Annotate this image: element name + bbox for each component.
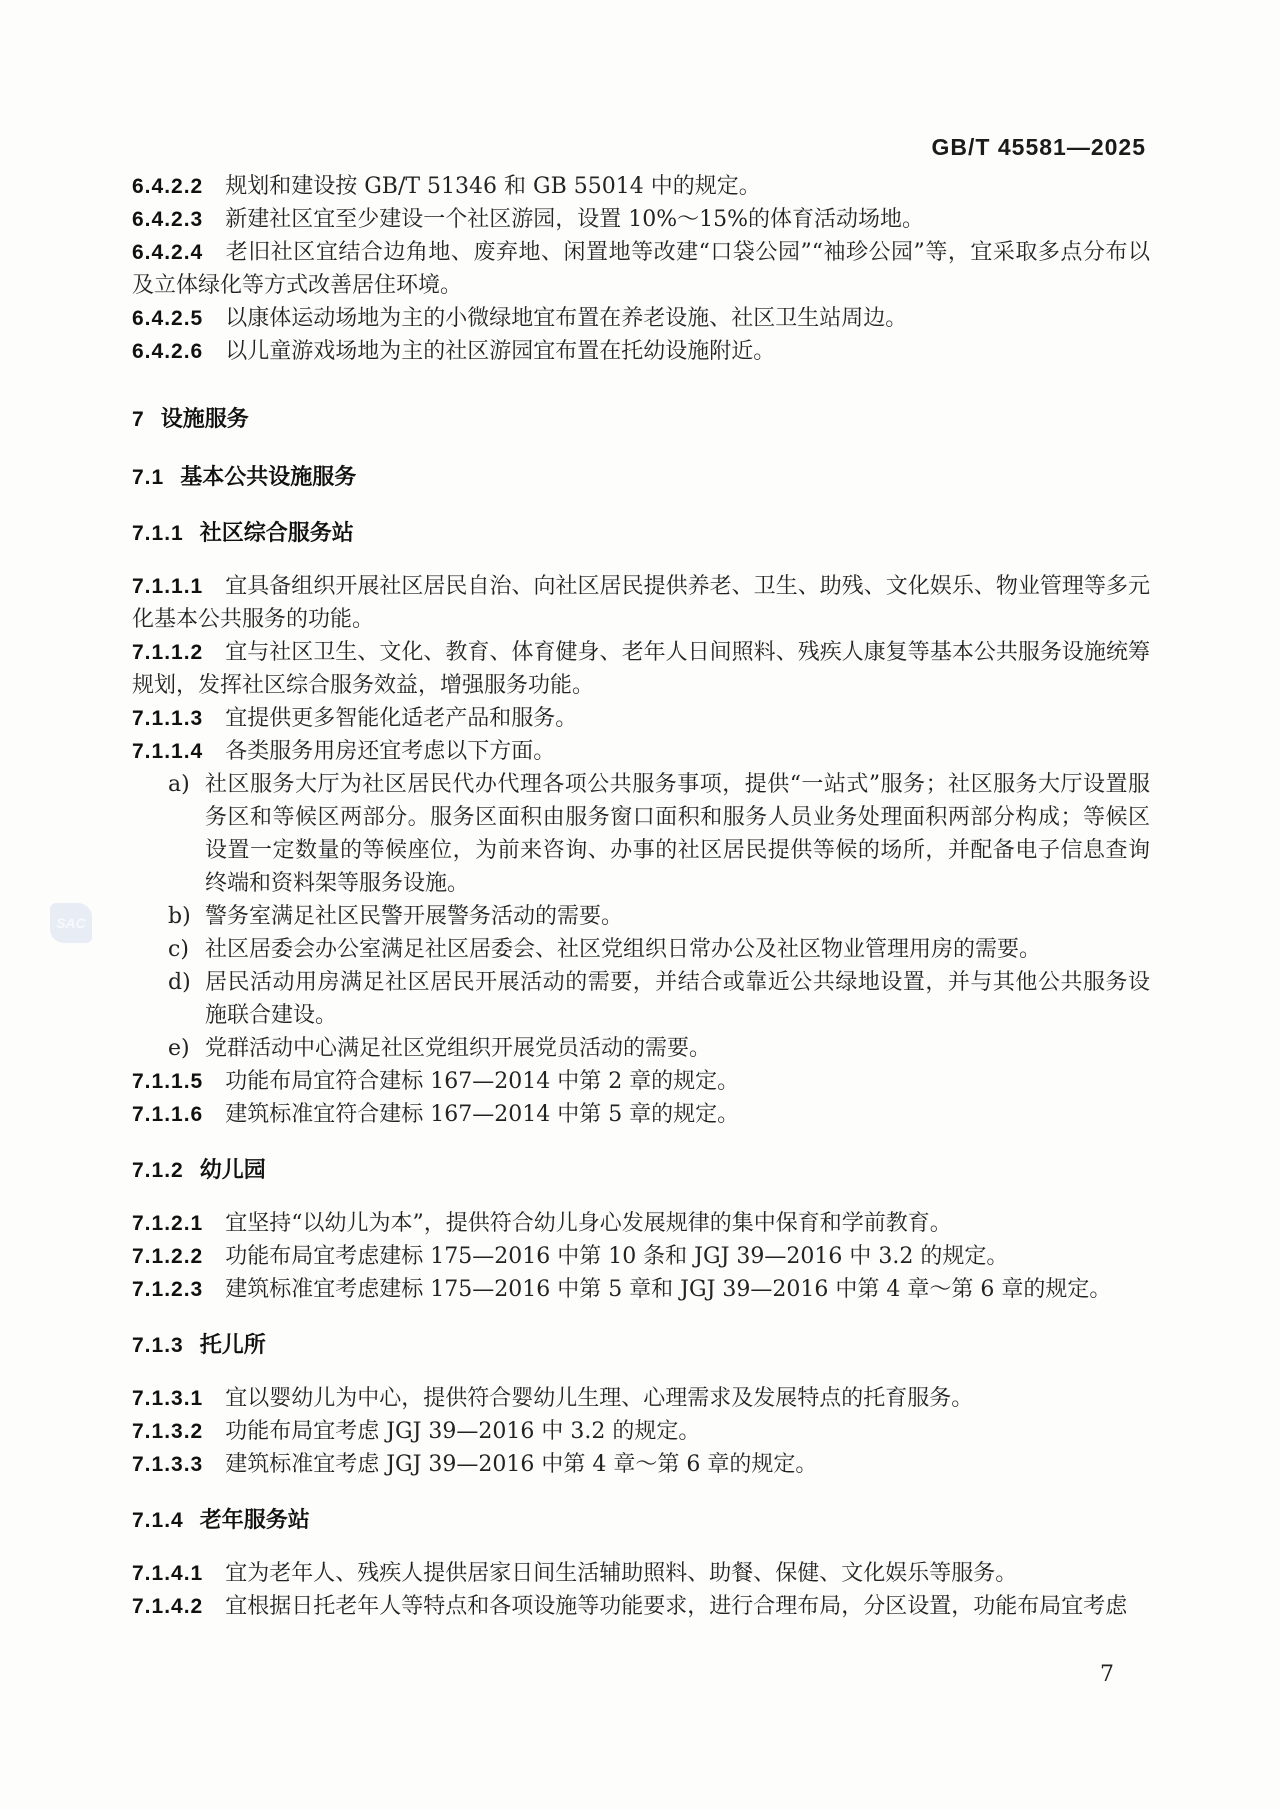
clause-number: 6.4.2.2 [132,175,204,198]
clause-6.4.2.5 [132,302,1150,335]
section-heading-text: 老年服务站 [199,1507,310,1532]
clause-text: 功能布局宜符合建标 167—2014 中第 2 章的规定。 [225,1069,740,1094]
clause-7.1.1.6 [132,1098,1150,1131]
clause-7.1.2.2 [132,1240,1150,1273]
clause-text: 功能布局宜考虑 JGJ 39—2016 中 3.2 的规定。 [225,1419,701,1444]
clause-7.1.3.1 [132,1382,1150,1415]
clause-text: 各类服务用房还宜考虑以下方面。 [225,739,556,764]
list-item-label: a) [168,772,190,797]
clause-text: 宜提供更多智能化适老产品和服务。 [225,706,578,731]
clause-7.1.1.4 [132,735,1150,768]
section-heading-text: 社区综合服务站 [199,520,354,545]
section-heading-7.1 [132,460,1150,494]
clause-7.1.3.3 [132,1448,1150,1481]
section-heading-text: 幼儿园 [199,1157,266,1182]
sac-watermark-logo [50,903,92,943]
clause-number: 6.4.2.5 [132,307,204,330]
clause-number: 6.4.2.4 [132,241,204,264]
clause-number: 6.4.2.6 [132,340,204,363]
list-item-d [132,966,1150,1032]
section-heading-text: 设施服务 [160,406,249,431]
section-heading-text: 基本公共设施服务 [180,464,357,489]
clause-number: 7.1.1.6 [132,1103,204,1126]
sac-watermark-label: SAC [56,915,86,931]
list-item-b [132,900,1150,933]
clause-text: 建筑标准宜符合建标 167—2014 中第 5 章的规定。 [225,1102,740,1127]
section-heading-text: 托儿所 [199,1332,266,1357]
section-heading-7.1.1 [132,516,1150,550]
clause-6.4.2.4 [132,236,1150,302]
clause-text: 宜为老年人、残疾人提供居家日间生活辅助照料、助餐、保健、文化娱乐等服务。 [225,1561,1018,1586]
clause-number: 7.1.2 [132,1159,184,1182]
clause-number: 7 [132,408,145,431]
clause-number: 7.1.3.1 [132,1387,204,1410]
section-heading-7.1.4 [132,1503,1150,1537]
clause-text: 居民活动用房满足社区居民开展活动的需要，并结合或靠近公共绿地设置，并与其他公共服务设施联合建设。 [205,970,1150,1028]
clause-number: 7.1.2.1 [132,1212,204,1235]
clause-text: 社区服务大厅为社区居民代办代理各项公共服务事项，提供“一站式”服务；社区服务大厅设置服务区和等候区两部分。服务区面积由服务窗口面积和服务人员业务处理面积两部分构成；等候区设置一定数量的等候座位，为前来咨询、办事的社区居民提供等候的场所，并配备电子信息查询终端和资料架等服务设施。 [205,772,1150,896]
section-heading-7 [132,402,1150,436]
clause-text: 宜与社区卫生、文化、教育、体育健身、老年人日间照料、残疾人康复等基本公共服务设施统筹规划，发挥社区综合服务效益，增强服务功能。 [132,640,1150,698]
clause-7.1.4.2 [132,1590,1150,1623]
clause-text: 社区居委会办公室满足社区居委会、社区党组织日常办公及社区物业管理用房的需要。 [205,937,1042,962]
clause-text: 党群活动中心满足社区党组织开展党员活动的需要。 [205,1036,712,1061]
clause-number: 7.1.1.3 [132,707,204,730]
clause-text: 建筑标准宜考虑建标 175—2016 中第 5 章和 JGJ 39—2016 中第 4 章～第 6 章的规定。 [225,1277,1112,1302]
clause-text: 宜坚持“以幼儿为本”，提供符合幼儿身心发展规律的集中保育和学前教育。 [225,1211,952,1236]
clause-text: 以儿童游戏场地为主的社区游园宜布置在托幼设施附近。 [225,339,776,364]
clause-text: 建筑标准宜考虑 JGJ 39—2016 中第 4 章～第 6 章的规定。 [225,1452,818,1477]
clause-number: 7.1.2.3 [132,1278,204,1301]
clause-text: 宜根据日托老年人等特点和各项设施等功能要求，进行合理布局，分区设置，功能布局宜考虑 [225,1594,1128,1619]
list-item-e [132,1032,1150,1065]
list-item-label: b) [168,904,191,929]
clause-number: 7.1.3 [132,1334,184,1357]
clause-number: 6.4.2.3 [132,208,204,231]
section-heading-7.1.3 [132,1328,1150,1362]
clause-7.1.3.2 [132,1415,1150,1448]
clause-7.1.4.1 [132,1557,1150,1590]
clause-number: 7.1.1.1 [132,575,204,598]
clause-number: 7.1.3.3 [132,1453,204,1476]
list-item-c [132,933,1150,966]
clause-7.1.1.1 [132,570,1150,636]
clause-number: 7.1.1 [132,522,184,545]
list-item-label: c) [168,937,189,962]
clause-number: 7.1.4 [132,1509,184,1532]
clause-text: 规划和建设按 GB/T 51346 和 GB 55014 中的规定。 [225,174,761,199]
clause-7.1.2.1 [132,1207,1150,1240]
clause-number: 7.1.1.2 [132,641,204,664]
clause-text: 功能布局宜考虑建标 175—2016 中第 10 条和 JGJ 39—2016 中 3.2 的规定。 [225,1244,1009,1269]
clause-text: 宜具备组织开展社区居民自治、向社区居民提供养老、卫生、助残、文化娱乐、物业管理等多元化基本公共服务的功能。 [132,574,1150,632]
document-number: GB/T 45581—2025 [931,134,1146,160]
document-body [132,170,1150,1623]
clause-number: 7.1.2.2 [132,1245,204,1268]
clause-text: 警务室满足社区民警开展警务活动的需要。 [205,904,624,929]
page-number: 7 [1100,1662,1114,1687]
clause-6.4.2.2 [132,170,1150,203]
clause-number: 7.1.4.1 [132,1562,204,1585]
clause-7.1.1.2 [132,636,1150,702]
clause-number: 7.1.3.2 [132,1420,204,1443]
clause-number: 7.1 [132,466,165,489]
list-item-label: d) [168,970,191,995]
clause-number: 7.1.1.5 [132,1070,204,1093]
clause-text: 以康体运动场地为主的小微绿地宜布置在养老设施、社区卫生站周边。 [225,306,908,331]
clause-text: 老旧社区宜结合边角地、废弃地、闲置地等改建“口袋公园”“袖珍公园”等，宜采取多点分布以及立体绿化等方式改善居住环境。 [132,240,1150,298]
clause-text: 新建社区宜至少建设一个社区游园，设置 10%～15%的体育活动场地。 [225,207,925,232]
clause-number: 7.1.1.4 [132,740,204,763]
clause-text: 宜以婴幼儿为中心，提供符合婴幼儿生理、心理需求及发展特点的托育服务。 [225,1386,974,1411]
section-heading-7.1.2 [132,1153,1150,1187]
list-item-a [132,768,1150,900]
clause-7.1.1.3 [132,702,1150,735]
list-item-label: e) [168,1036,190,1061]
clause-6.4.2.6 [132,335,1150,368]
clause-7.1.2.3 [132,1273,1150,1306]
clause-6.4.2.3 [132,203,1150,236]
clause-7.1.1.5 [132,1065,1150,1098]
clause-number: 7.1.4.2 [132,1595,204,1618]
